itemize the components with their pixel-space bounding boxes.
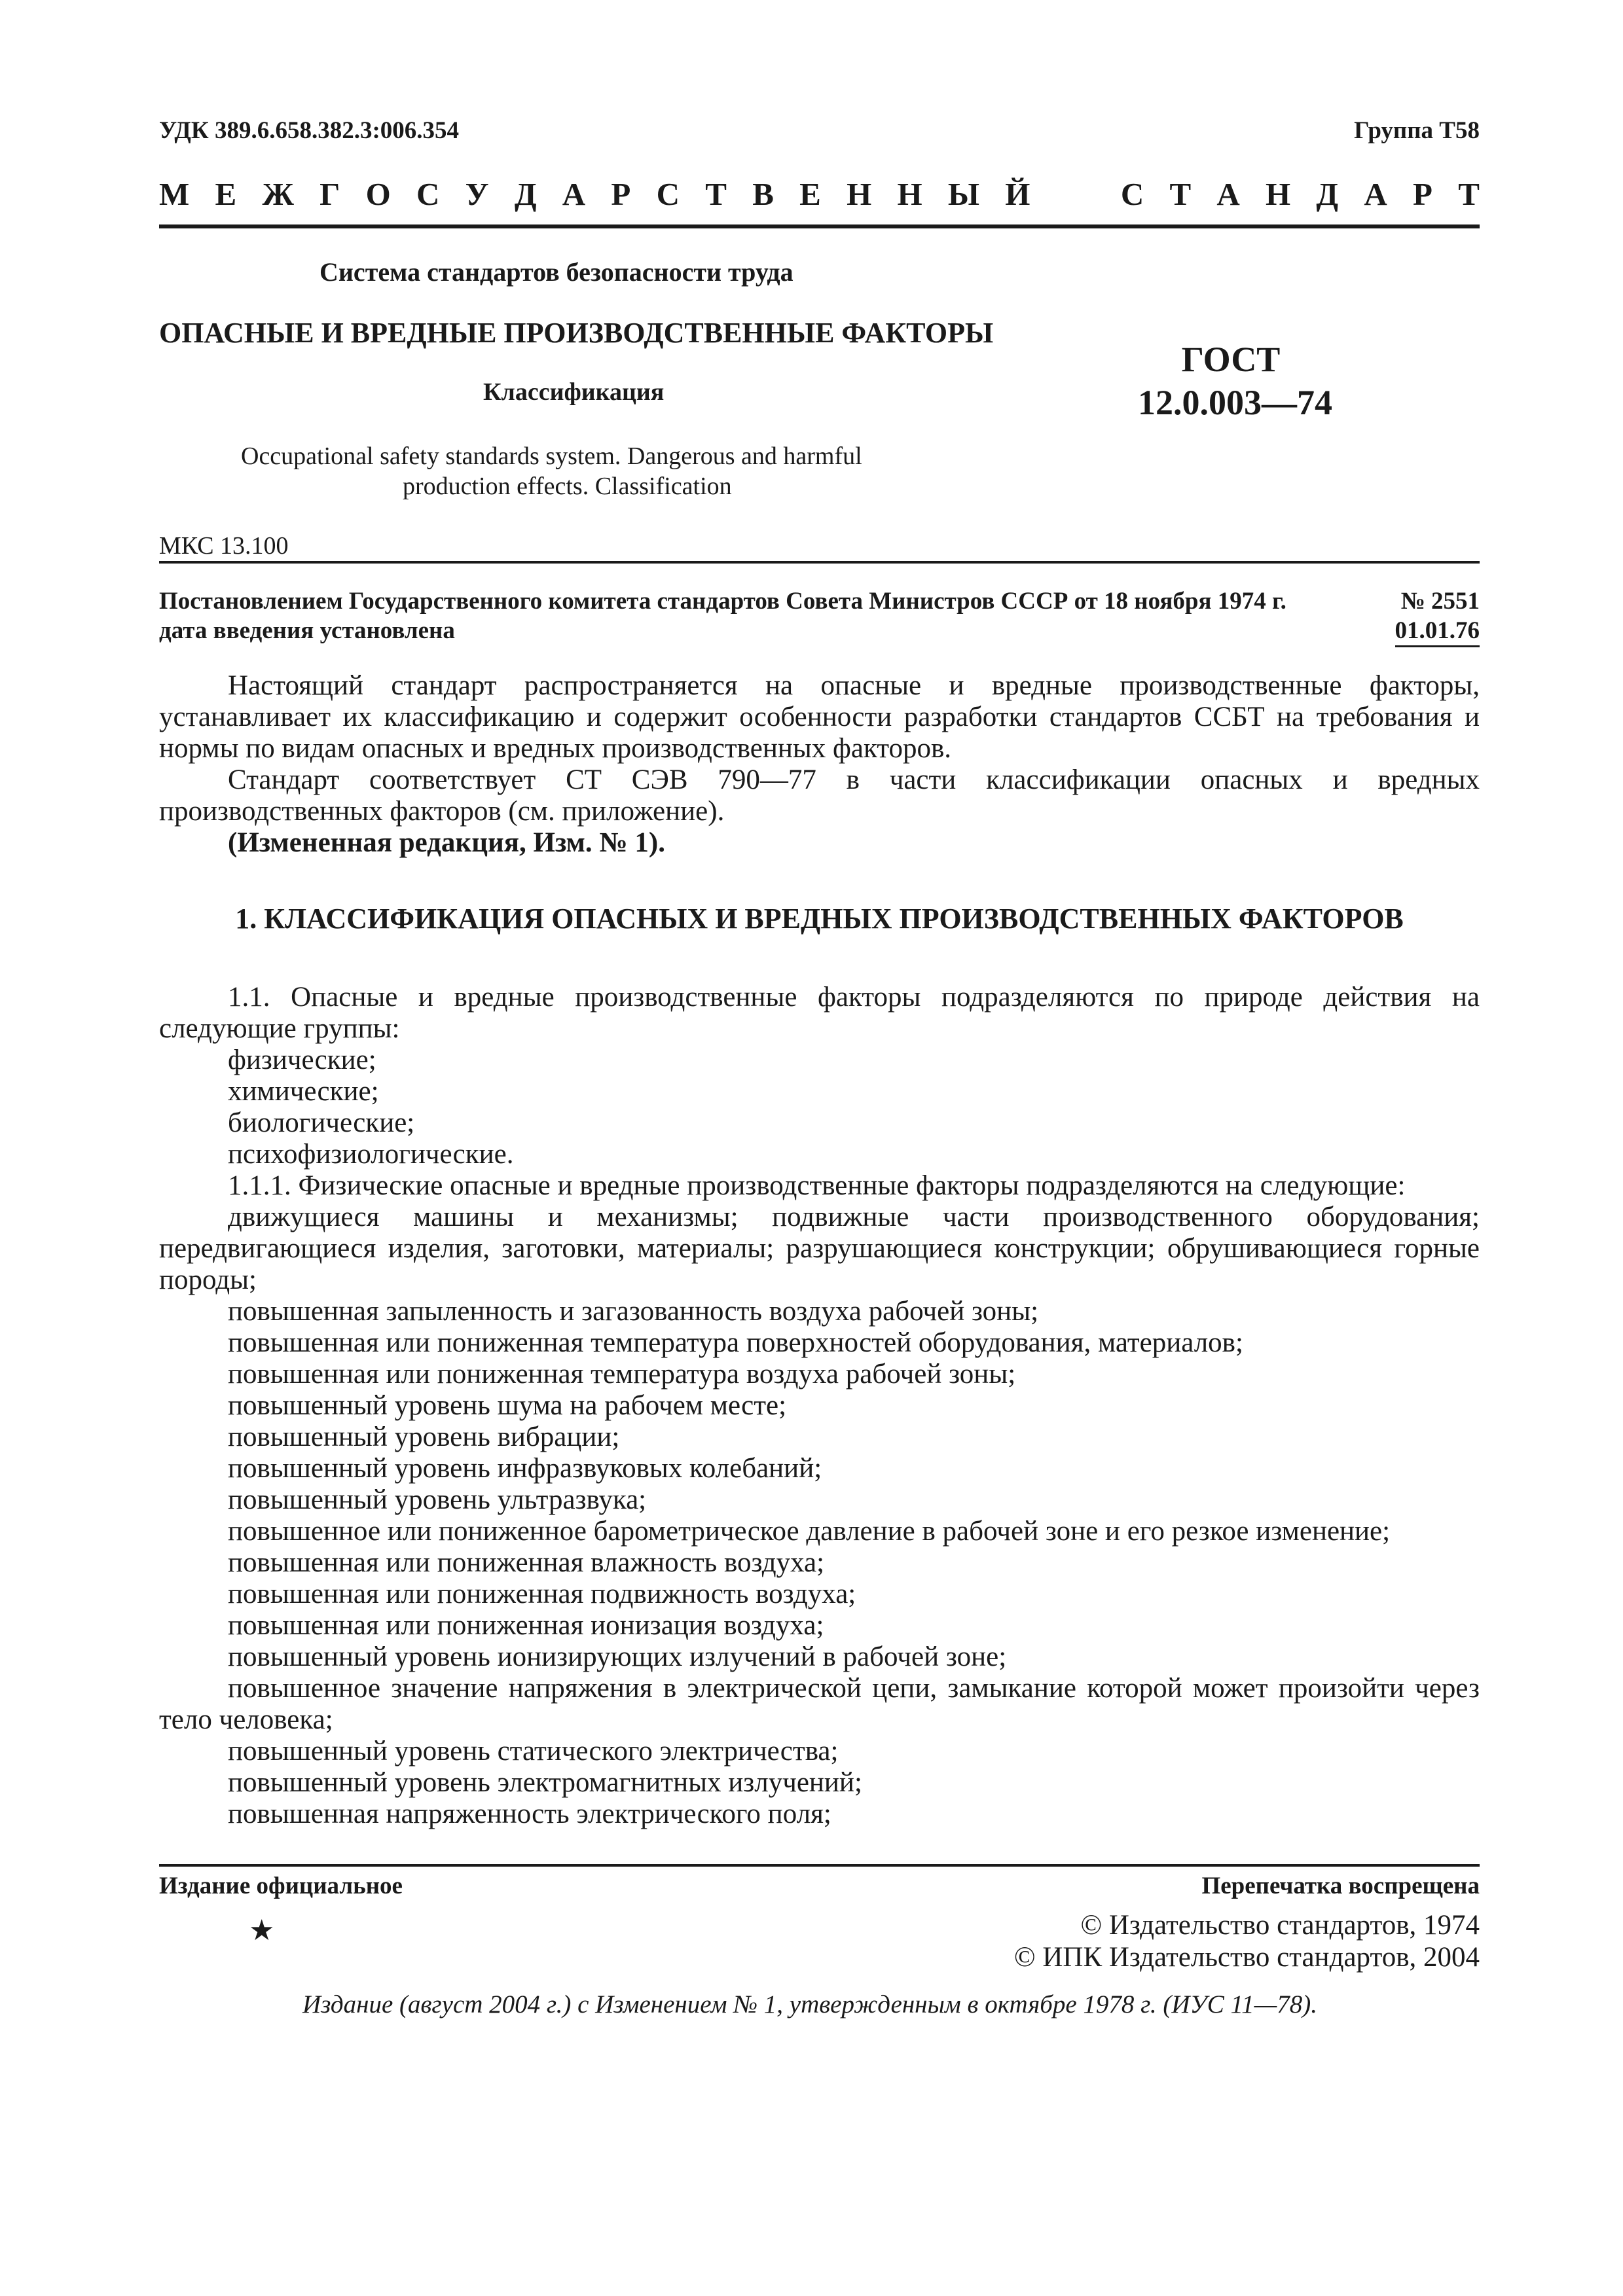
approval-text: Постановлением Государственного комитета стандартов Совета Министров СССР от 18 ноября 1974 г. <box>159 588 1286 615</box>
gost-number: 12.0.003—74 <box>1138 383 1332 422</box>
heading-letter: Н <box>847 176 872 212</box>
gost-label: ГОСТ <box>1181 340 1281 379</box>
list-item: повышенная или пониженная ионизация воздуха; <box>228 1610 824 1641</box>
heading-letter: Д <box>514 176 537 212</box>
section-body <box>159 982 1480 1830</box>
list-item: химические; <box>228 1076 379 1107</box>
heading-letter: Д <box>1316 176 1339 212</box>
list-item: повышенная или пониженная влажность воздуха; <box>228 1547 825 1578</box>
intro-paragraph: Настоящий стандарт распространяется на опасные и вредные производственные факторы, устанавливает их классификацию и содержит особенности разработки стандартов ССБТ на требования и нормы по видам опасных и вредных производственных факторов. <box>159 670 1480 764</box>
copyright-1974: © Издательство стандартов, 1974 <box>1080 1910 1480 1941</box>
clause-1-1-1: 1.1.1. Физические опасные и вредные производственные факторы подразделяются на следующие: <box>228 1170 1406 1201</box>
intro-block <box>159 670 1480 859</box>
list-item: повышенная запыленность и загазованность воздуха рабочей зоны; <box>228 1296 1039 1327</box>
heading-letter: М <box>159 176 190 212</box>
list-item: повышенный уровень вибрации; <box>228 1422 620 1452</box>
list-item: повышенный уровень инфразвуковых колебаний; <box>228 1453 822 1484</box>
document-title: ОПАСНЫЕ И ВРЕДНЫЕ ПРОИЗВОДСТВЕННЫЕ ФАКТОРЫ <box>159 317 994 349</box>
interstate-standard-heading <box>159 175 1480 213</box>
approval-number: № 2551 <box>1400 588 1480 615</box>
introduction-date-label: дата введения установлена <box>159 617 455 644</box>
list-item: повышенный уровень статического электричества; <box>228 1736 839 1767</box>
heading-letter: Н <box>897 176 922 212</box>
heading-letter <box>1056 175 1095 213</box>
list-item: повышенный уровень шума на рабочем месте; <box>228 1390 787 1421</box>
list-item: повышенное значение напряжения в электрической цепи, замыкание которой может произойти через тело человека; <box>159 1673 1480 1735</box>
list-item: физические; <box>228 1045 376 1075</box>
heading-letter: С <box>656 176 680 212</box>
heading-letter: У <box>465 176 489 212</box>
heading-letter: Е <box>215 176 237 212</box>
list-item: повышенная напряженность электрического поля; <box>228 1799 831 1829</box>
header-rule <box>159 224 1480 228</box>
clause-1-1: 1.1. Опасные и вредные производственные факторы подразделяются по природе действия на следующие группы: <box>159 982 1480 1044</box>
copyright-2004: © ИПК Издательство стандартов, 2004 <box>1013 1942 1480 1973</box>
heading-letter: Н <box>1266 176 1291 212</box>
english-title-line-1: Occupational safety standards system. Dangerous and harmful <box>241 442 862 470</box>
heading-letter: Г <box>319 176 340 212</box>
heading-letter: Е <box>799 176 821 212</box>
list-item: повышенный уровень электромагнитных излучений; <box>228 1767 862 1798</box>
list-item: движущиеся машины и механизмы; подвижные части производственного оборудования; передвигающиеся изделия, заготовки, материалы; разрушающиеся конструкции; обрушивающиеся горные породы; <box>159 1202 1480 1295</box>
official-edition-label: Издание официальное <box>159 1873 403 1899</box>
reprint-prohibited-label: Перепечатка воспрещена <box>1201 1873 1480 1899</box>
document-subtitle: Классификация <box>483 378 665 406</box>
list-item: повышенная или пониженная подвижность воздуха; <box>228 1579 856 1609</box>
amendment-note: (Измененная редакция, Изм. № 1). <box>228 827 665 858</box>
approval-block <box>159 587 1480 647</box>
heading-letter: Ы <box>947 176 979 212</box>
mks-rule <box>159 561 1480 564</box>
heading-letter: Р <box>611 176 631 212</box>
heading-letter: Т <box>1169 176 1192 212</box>
list-item: повышенная или пониженная температура воздуха рабочей зоны; <box>228 1359 1016 1390</box>
heading-letter: Ж <box>262 176 294 212</box>
list-item: психофизиологические. <box>228 1139 514 1170</box>
star-icon: ★ <box>249 1914 275 1946</box>
heading-letter: С <box>416 176 440 212</box>
section-heading: 1. КЛАССИФИКАЦИЯ ОПАСНЫХ И ВРЕДНЫХ ПРОИЗВОДСТВЕННЫХ ФАКТОРОВ <box>235 903 1404 935</box>
heading-letter: Й <box>1005 176 1030 212</box>
mks-code: МКС 13.100 <box>159 532 289 560</box>
list-item: биологические; <box>228 1107 415 1138</box>
list-item: повышенный уровень ионизирующих излучений в рабочей зоне; <box>228 1641 1007 1672</box>
heading-letter: А <box>562 176 586 212</box>
list-item: повышенное или пониженное барометрическое давление в рабочей зоне и его резкое изменение; <box>228 1516 1391 1547</box>
heading-letter: С <box>1120 176 1144 212</box>
list-item: повышенный уровень ультразвука; <box>228 1484 647 1515</box>
heading-letter: Р <box>1413 176 1432 212</box>
footer-rule <box>159 1864 1480 1867</box>
english-title-line-2: production effects. Classification <box>403 473 732 500</box>
udk-code: УДК 389.6.658.382.3:006.354 <box>159 117 460 144</box>
group-code: Группа Т58 <box>1354 117 1480 144</box>
intro-paragraph: Стандарт соответствует СТ СЭВ 790—77 в части классификации опасных и вредных производственных факторов (см. приложение). <box>159 764 1480 827</box>
heading-letter: Т <box>705 176 727 212</box>
list-item: повышенная или пониженная температура поверхностей оборудования, материалов; <box>228 1327 1243 1358</box>
edition-note: Издание (август 2004 г.) с Изменением № 1, утвержденным в октябре 1978 г. (ИУС 11—78). <box>302 1990 1318 2018</box>
standards-system-name: Система стандартов безопасности труда <box>319 257 793 287</box>
heading-letter: А <box>1216 176 1240 212</box>
heading-letter: В <box>752 176 774 212</box>
heading-letter: А <box>1364 176 1387 212</box>
heading-letter: Т <box>1458 176 1480 212</box>
heading-letter: О <box>365 176 391 212</box>
introduction-date: 01.01.76 <box>1395 617 1480 647</box>
